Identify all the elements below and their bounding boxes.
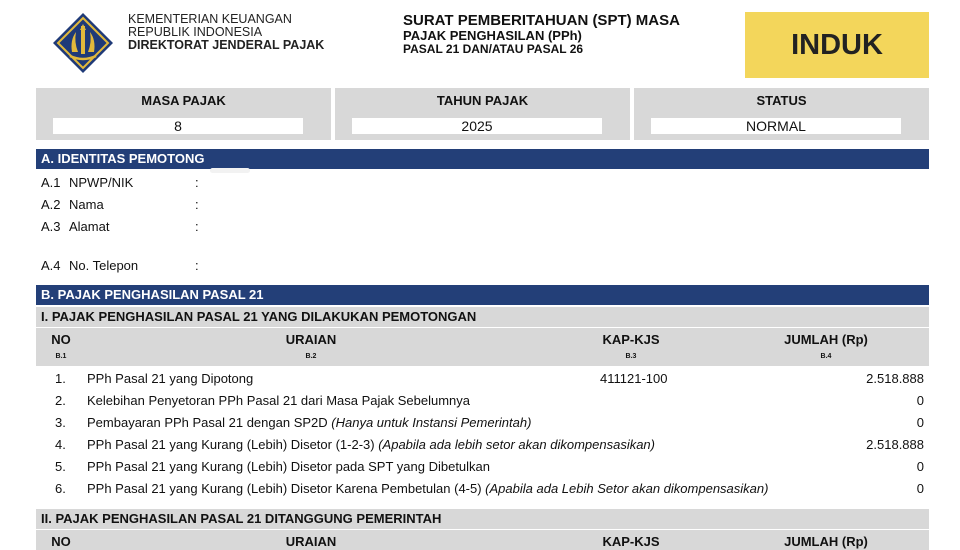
row-desc	[87, 480, 768, 498]
col-kap-code: B.3	[625, 353, 637, 360]
row-no: 2.	[55, 393, 66, 408]
form-type-badge: INDUK	[745, 12, 929, 78]
row-desc-text: PPh Pasal 21 yang Kurang (Lebih) Disetor Karena Pembetulan (4-5)	[87, 481, 486, 496]
row-note: (Apabila ada Lebih Setor akan dikompensasikan)	[485, 481, 769, 496]
row-kap: 411121-100	[600, 371, 668, 386]
period-panel	[36, 88, 929, 140]
identity-label: Alamat	[69, 219, 110, 234]
table-row	[0, 414, 960, 432]
col-no: NO	[51, 332, 71, 347]
col-no: NO	[51, 534, 71, 549]
col-kap: KAP-KJS	[602, 332, 660, 347]
col-jumlah: JUMLAH (Rp)	[784, 332, 868, 347]
ministry-line3: DIREKTORAT JENDERAL PAJAK	[128, 38, 325, 52]
table-row	[0, 392, 960, 410]
row-desc-text: Pembayaran PPh Pasal 21 dengan SP2D	[87, 415, 332, 430]
row-amount: 0	[916, 459, 924, 474]
row-desc-text: PPh Pasal 21 yang Dipotong	[87, 371, 254, 386]
col-kap: KAP-KJS	[602, 534, 660, 549]
table-column-header	[36, 328, 929, 366]
identity-label: Nama	[69, 197, 104, 212]
form-title-line3: PASAL 21 DAN/ATAU PASAL 26	[403, 42, 584, 56]
col-uraian: URAIAN	[285, 332, 337, 347]
col-no-code: B.1	[55, 353, 67, 360]
row-desc-text: PPh Pasal 21 yang Kurang (Lebih) Disetor (1-2-3)	[87, 437, 379, 452]
section-a-header: A. IDENTITAS PEMOTONG	[36, 149, 929, 169]
row-note: (Apabila ada lebih setor akan dikompensasikan)	[378, 437, 655, 452]
table-row	[0, 436, 960, 454]
identity-code: A.2	[41, 197, 61, 212]
col-uraian-code: B.2	[305, 353, 317, 360]
row-amount: 2.518.888	[866, 437, 924, 452]
row-no: 6.	[55, 481, 66, 496]
masa-pajak-cell	[36, 88, 331, 140]
identity-colon: :	[195, 258, 199, 273]
row-desc	[87, 414, 531, 432]
table-row	[0, 370, 960, 388]
tahun-pajak-label: TAHUN PAJAK	[436, 93, 529, 108]
kemenkeu-emblem-icon	[52, 12, 114, 74]
identity-colon: :	[195, 175, 199, 190]
row-amount: 0	[916, 393, 924, 408]
identity-code: A.1	[41, 175, 61, 190]
ministry-name	[128, 13, 324, 52]
ministry-line2: REPUBLIK INDONESIA	[128, 25, 263, 39]
form-title	[403, 12, 680, 56]
table-row	[0, 480, 960, 498]
row-amount: 2.518.888	[866, 371, 924, 386]
form-title-line1: SURAT PEMBERITAHUAN (SPT) MASA	[403, 12, 680, 29]
ministry-line1: KEMENTERIAN KEUANGAN	[128, 12, 292, 26]
row-desc-text: PPh Pasal 21 yang Kurang (Lebih) Disetor pada SPT yang Dibetulkan	[87, 459, 491, 474]
section-b1-header: I. PAJAK PENGHASILAN PASAL 21 YANG DILAKUKAN PEMOTONGAN	[36, 307, 929, 327]
col-jumlah: JUMLAH (Rp)	[784, 534, 868, 549]
row-no: 1.	[55, 371, 66, 386]
identity-colon: :	[195, 197, 199, 212]
status-value: NORMAL	[651, 118, 901, 134]
row-desc	[87, 436, 655, 454]
table-column-header-2	[36, 530, 929, 550]
masa-pajak-label: MASA PAJAK	[141, 93, 226, 108]
identity-code: A.3	[41, 219, 61, 234]
section-b2-header: II. PAJAK PENGHASILAN PASAL 21 DITANGGUNG PEMERINTAH	[36, 509, 929, 529]
row-amount: 0	[916, 415, 924, 430]
table-row	[0, 458, 960, 476]
redaction-mark	[210, 168, 250, 173]
identity-code: A.4	[41, 258, 61, 273]
section-b-header: B. PAJAK PENGHASILAN PASAL 21	[36, 285, 929, 305]
row-no: 5.	[55, 459, 66, 474]
tahun-pajak-cell	[335, 88, 630, 140]
masa-pajak-value: 8	[53, 118, 303, 134]
row-desc	[87, 392, 470, 410]
identity-colon: :	[195, 219, 199, 234]
identity-label: No. Telepon	[69, 258, 139, 273]
row-amount: 0	[916, 481, 924, 496]
identity-label: NPWP/NIK	[69, 175, 134, 190]
row-desc	[87, 370, 253, 388]
col-jumlah-code: B.4	[820, 353, 832, 360]
row-desc	[87, 458, 490, 476]
status-label: STATUS	[756, 93, 807, 108]
form-title-line2: PAJAK PENGHASILAN (PPh)	[403, 28, 582, 43]
row-no: 3.	[55, 415, 66, 430]
col-uraian: URAIAN	[285, 534, 337, 549]
status-cell	[634, 88, 929, 140]
tahun-pajak-value: 2025	[352, 118, 602, 134]
row-desc-text: Kelebihan Penyetoran PPh Pasal 21 dari Masa Pajak Sebelumnya	[87, 393, 471, 408]
form-header	[0, 0, 960, 86]
row-note: (Hanya untuk Instansi Pemerintah)	[331, 415, 532, 430]
row-no: 4.	[55, 437, 66, 452]
